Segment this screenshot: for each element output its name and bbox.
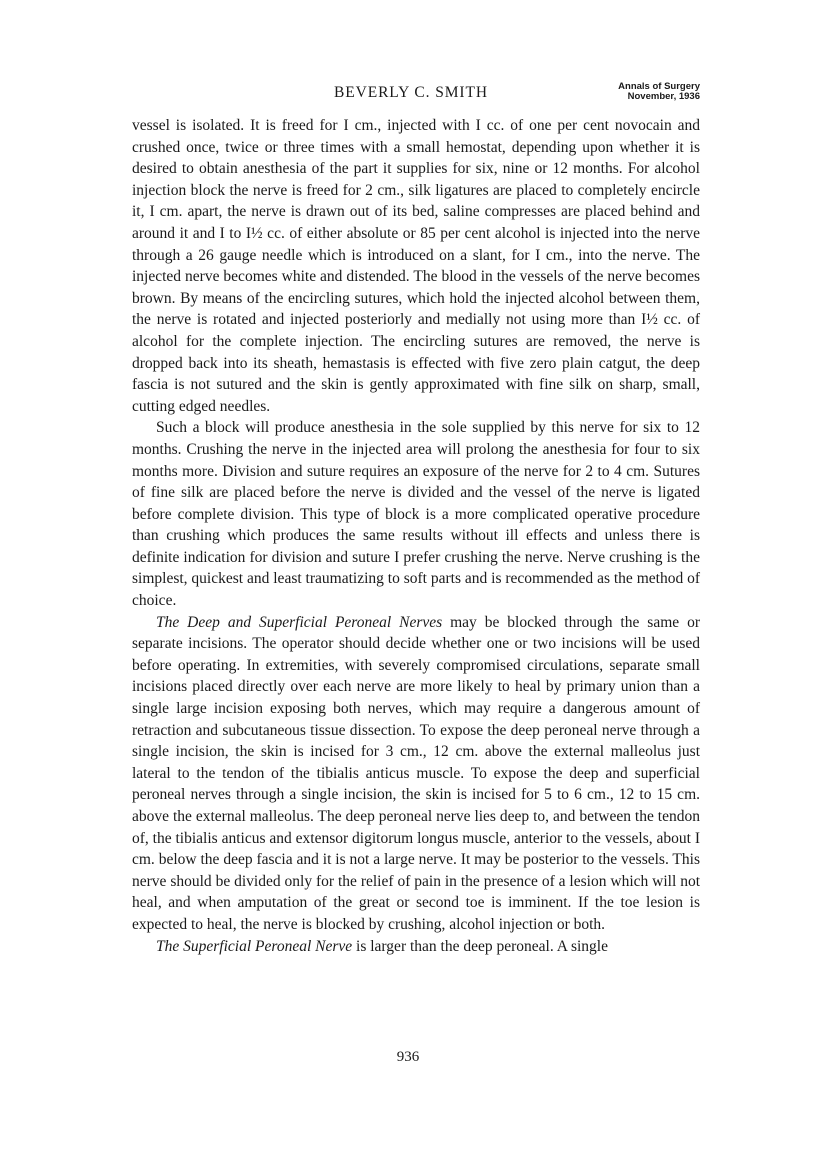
paragraph-text: may be blocked through the same or separate incisions. The operator should decide whether one or two incisions will be used before operating. In extremities, with severely compromised circulations, separate small incisions placed directly over each nerve are more likely to heal by primary union than a single large incision exposing both nerves, which may require a dangerous amount of retraction and subcutaneous tissue dissection. To expose the deep peroneal nerve through a single incision, the skin is incised for 3 cm., 12 cm. above the external malleolus just lateral to the tendon of the tibialis anticus muscle. To expose the deep and superficial peroneal nerves through a single incision, the skin is incised for 5 to 6 cm., 12 to 15 cm. above the external malleolus. The deep peroneal nerve lies deep to, and between the tendon of, the tibialis anticus and extensor digitorum longus muscle, anterior to the vessels, about I cm. below the deep fascia and it is not a large nerve. It may be posterior to the vessels. This nerve should be divided only for the relief of pain in the presence of a lesion which will not heal, and when amputation of the great or second toe is imminent. If the toe lesion is expected to heal, the nerve is blocked by crushing, alcohol injection or both. [132, 613, 700, 933]
paragraph-1 [132, 115, 700, 417]
section-lead-deep-superficial-peroneal: The Deep and Superficial Peroneal Nerves [156, 613, 443, 631]
paragraph-text: vessel is isolated. It is freed for I cm., injected with I cc. of one per cent novocain and crushed once, twice or three times with a small hemostat, depending upon whether it is desired to obtain anesthesia of the part it supplies for six, nine or 12 months. For alcohol injection block the nerve is freed for 2 cm., silk ligatures are placed to completely encircle it, I cm. apart, the nerve is drawn out of its bed, saline compresses are placed behind and around it and I to I½ cc. of either absolute or 85 per cent alcohol is injected into the nerve through a 26 gauge needle which is introduced on a slant, for I cm., into the nerve. The injected nerve becomes white and distended. The blood in the vessels of the nerve becomes brown. By means of the encircling sutures, which hold the injected alcohol between them, the nerve is rotated and injected posteriorly and medially not using more than I½ cc. of alcohol for the complete injection. The encircling sutures are removed, the nerve is dropped back into its sheath, hemastasis is effected with five zero plain catgut, the deep fascia is not sutured and the skin is gently approximated with fine silk on sharp, small, cutting edged needles. [132, 117, 700, 415]
author-running-head: BEVERLY C. SMITH [334, 84, 488, 101]
paragraph-text: Such a block will produce anesthesia in the sole supplied by this nerve for six to 12 months. Crushing the nerve in the injected area will prolong the anesthesia for four to six months more. Division and suture requires an exposure of the nerve for 2 to 4 cm. Sutures of fine silk are placed before the nerve is divided and the vessel of the nerve is ligated before complete division. This type of block is a more complicated operative procedure than crushing which produces the same results without ill effects and unless there is definite indication for division and suture I prefer crushing the nerve. Nerve crushing is the simplest, quickest and least traumatizing to soft parts and is recommended as the method of choice. [132, 419, 700, 610]
running-header [132, 82, 700, 106]
paragraph-text: is larger than the deep peroneal. A single [352, 937, 608, 955]
paragraph-2 [132, 417, 700, 611]
paragraph-4 [132, 936, 700, 958]
article-body [132, 115, 700, 957]
journal-name: Annals of Surgery [618, 81, 700, 92]
section-lead-superficial-peroneal: The Superficial Peroneal Nerve [156, 937, 353, 955]
paragraph-3 [132, 612, 700, 936]
journal-date: November, 1936 [627, 91, 700, 102]
page-number: 936 [396, 1049, 420, 1065]
journal-citation [618, 82, 700, 102]
